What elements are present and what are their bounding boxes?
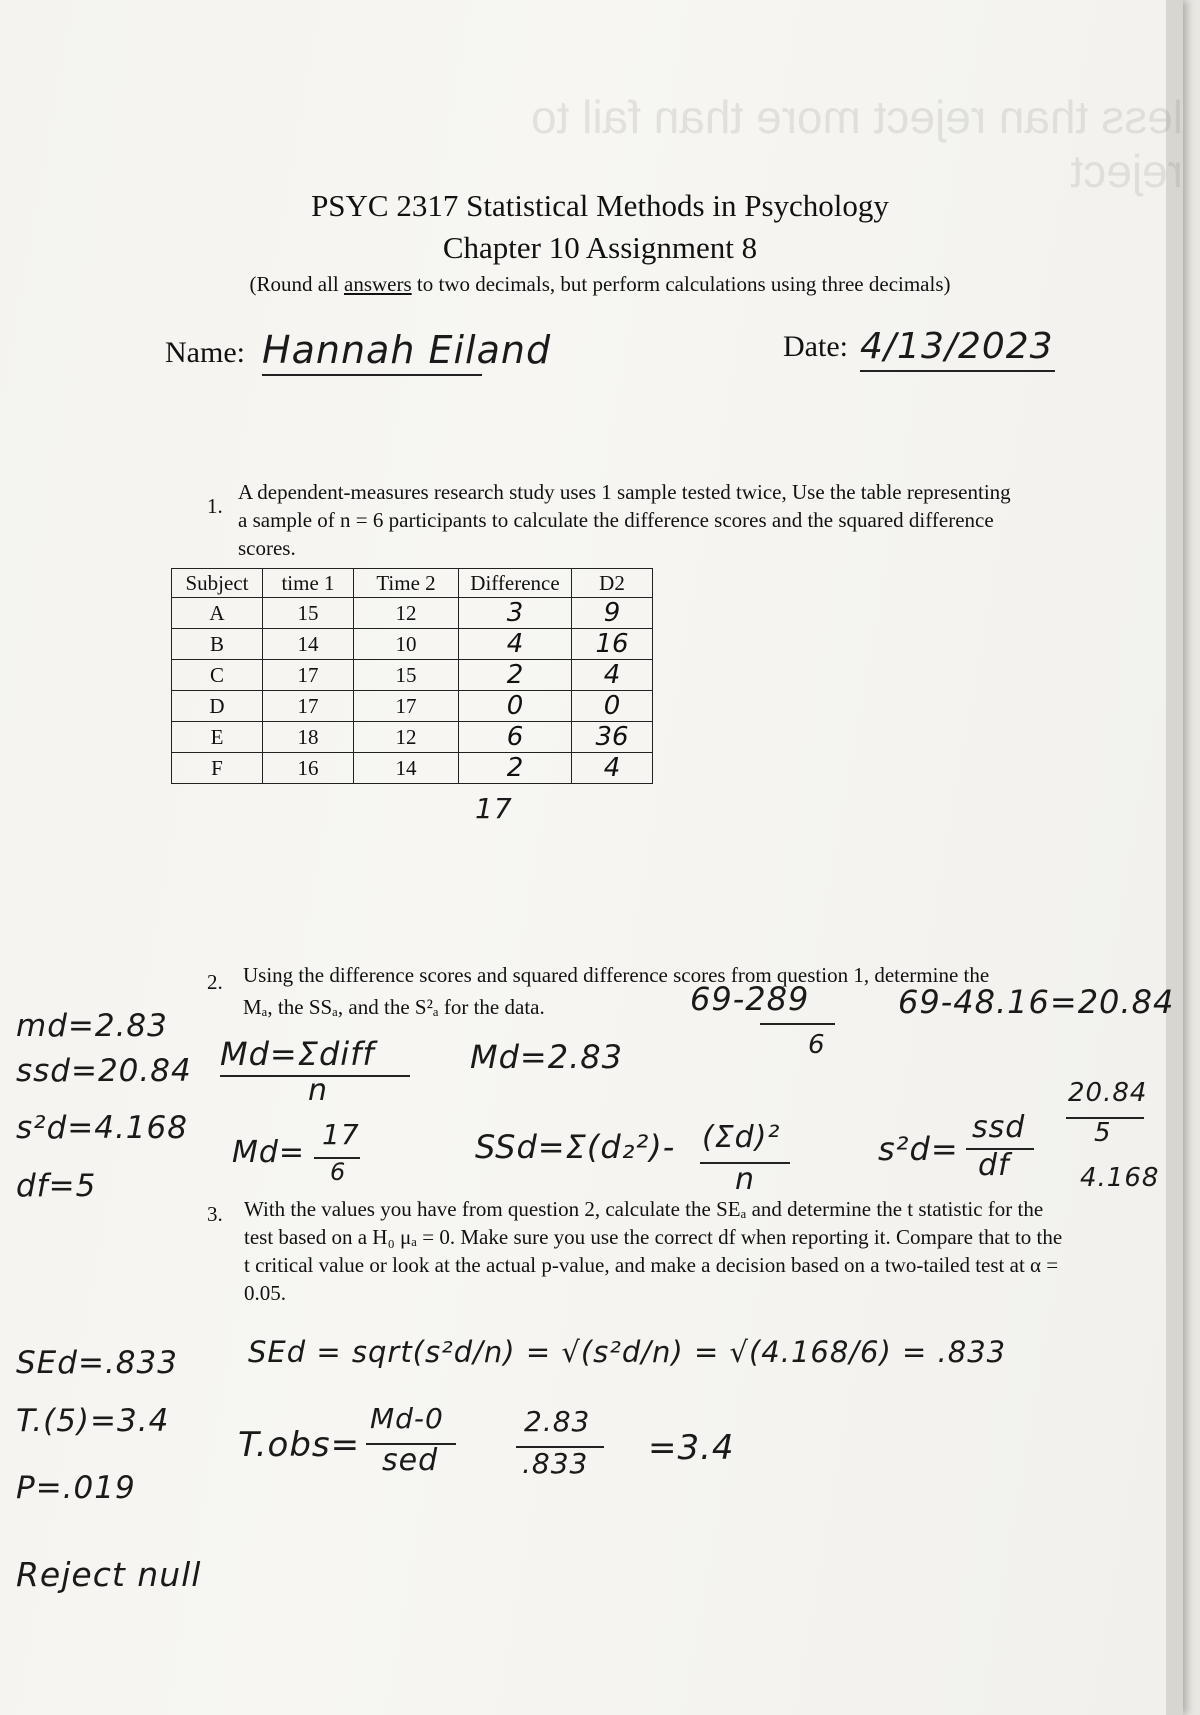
md-sub-den: 6 — [330, 1158, 347, 1186]
s2d-num: ssd — [972, 1110, 1026, 1145]
cell-time2: 10 — [354, 629, 459, 660]
md-formula: Md=Σdiff — [220, 1035, 375, 1073]
margin-decision: Reject null — [16, 1555, 202, 1594]
q2-number: 2. — [207, 970, 223, 994]
table-row — [172, 722, 653, 753]
cell-subject: D — [172, 691, 263, 722]
tobs-num: Md-0 — [370, 1402, 444, 1435]
q1-text: A dependent-measures research study uses 1 sample tested twice, Use the table representing a sample of n = 6 participants to calculate the difference scores and the squared difference scores. — [238, 480, 1011, 560]
cell-d2: 36 — [572, 722, 653, 753]
cell-difference: 0 — [459, 691, 572, 722]
cell-subject: C — [172, 660, 263, 691]
cell-subject: F — [172, 753, 263, 784]
cell-difference: 6 — [459, 722, 572, 753]
cell-difference: 2 — [459, 660, 572, 691]
md-sub-label: Md= — [232, 1135, 306, 1170]
q3-number: 3. — [207, 1202, 223, 1226]
s2d-den: df — [978, 1148, 1010, 1183]
margin-md: md=2.83 — [16, 1008, 168, 1044]
q3-text: With the values you have from question 2, calculate the SEₐ and determine the t statistic for the test based on a H₀ μₐ = 0. Make sure you use the correct df when reporting it. Compare that to the t critical value or look at the actual p-value, and make a decision based on a two-tailed test at α = 0.05. — [244, 1197, 1063, 1305]
table-row — [172, 660, 653, 691]
instructions-post: to two decimals, but perform calculations using three decimals) — [411, 272, 951, 296]
cell-subject: A — [172, 598, 263, 629]
cell-time1: 17 — [263, 660, 354, 691]
table-row — [172, 629, 653, 660]
md-sub-num: 17 — [322, 1118, 360, 1151]
difference-sum: 17 — [475, 792, 513, 825]
instructions-underlined: answers — [344, 272, 412, 296]
date-underline — [860, 370, 1055, 372]
tobs-den: sed — [382, 1443, 439, 1478]
s2d-val-num: 20.84 — [1068, 1078, 1148, 1108]
md-formula-den: n — [308, 1073, 329, 1108]
tobs-result: =3.4 — [648, 1428, 735, 1468]
table-row — [172, 598, 653, 629]
q1-number: 1. — [207, 494, 223, 518]
name-underline — [262, 374, 482, 376]
ssd-calc-bar — [760, 1023, 835, 1025]
assignment-title: PSYC 2317 Statistical Methods in Psychology — [311, 188, 889, 223]
q2-text-line1: Using the difference scores and squared difference scores from question 1, determine the — [243, 963, 990, 987]
cell-difference: 2 — [459, 753, 572, 784]
difference-table — [171, 568, 653, 784]
cell-time2: 12 — [354, 598, 459, 629]
cell-time1: 18 — [263, 722, 354, 753]
cell-difference: 4 — [459, 629, 572, 660]
col-d2: D2 — [572, 569, 653, 598]
cell-subject: B — [172, 629, 263, 660]
cell-time2: 12 — [354, 722, 459, 753]
ssd-calc2: 69-48.16=20.84 — [898, 983, 1175, 1021]
cell-d2: 4 — [572, 660, 653, 691]
cell-time2: 15 — [354, 660, 459, 691]
cell-difference: 3 — [459, 598, 572, 629]
name-value: Hannah Eiland — [262, 328, 552, 372]
tobs-label: T.obs= — [238, 1425, 361, 1465]
margin-p: P=.019 — [16, 1470, 136, 1506]
table-row — [172, 691, 653, 722]
cell-subject: E — [172, 722, 263, 753]
bleed-through-text: less than reject more than fail to reject — [531, 91, 1183, 197]
name-label: Name: — [165, 336, 245, 369]
margin-df: df=5 — [16, 1168, 97, 1204]
cell-time2: 14 — [354, 753, 459, 784]
ssd-formula-num: (Σd)² — [702, 1120, 781, 1155]
cell-d2: 9 — [572, 598, 653, 629]
ssd-calc-num: 69-289 — [690, 980, 810, 1018]
cell-d2: 0 — [572, 691, 653, 722]
cell-time1: 15 — [263, 598, 354, 629]
cell-time1: 16 — [263, 753, 354, 784]
margin-sed: SEd=.833 — [16, 1345, 178, 1381]
ssd-calc-den: 6 — [808, 1030, 826, 1060]
tobs-val-den: .833 — [522, 1447, 589, 1480]
ssd-formula-lhs: SSd=Σ(d₂²)- — [475, 1128, 676, 1166]
col-time1: time 1 — [263, 569, 354, 598]
s2d-val-den: 5 — [1094, 1118, 1112, 1148]
s2d-val-result: 4.168 — [1080, 1163, 1160, 1193]
col-difference: Difference — [459, 569, 572, 598]
table-row — [172, 753, 653, 784]
margin-ssd: ssd=20.84 — [16, 1053, 192, 1089]
s2d-lhs: s²d= — [878, 1130, 959, 1168]
margin-t: T.(5)=3.4 — [16, 1403, 170, 1439]
ssd-formula-den: n — [735, 1162, 756, 1197]
table-header-row — [172, 569, 653, 598]
col-subject: Subject — [172, 569, 263, 598]
q2-text-line2: Mₐ, the SSₐ, and the S²ₐ for the data. — [243, 995, 545, 1019]
date-label: Date: — [783, 330, 848, 363]
md-result: Md=2.83 — [470, 1038, 623, 1076]
col-time2: Time 2 — [354, 569, 459, 598]
rounding-instructions — [0, 272, 1200, 297]
cell-d2: 4 — [572, 753, 653, 784]
instructions-pre: (Round all — [249, 272, 344, 296]
cell-time2: 17 — [354, 691, 459, 722]
sed-formula: SEd = sqrt(s²d/n) = √(s²d/n) = √(4.168/6) = .833 — [248, 1335, 1007, 1369]
assignment-subtitle: Chapter 10 Assignment 8 — [442, 230, 758, 265]
tobs-val-num: 2.83 — [524, 1405, 591, 1438]
date-value: 4/13/2023 — [860, 326, 1054, 367]
cell-d2: 16 — [572, 629, 653, 660]
cell-time1: 14 — [263, 629, 354, 660]
cell-time1: 17 — [263, 691, 354, 722]
margin-s2d: s²d=4.168 — [16, 1110, 188, 1146]
